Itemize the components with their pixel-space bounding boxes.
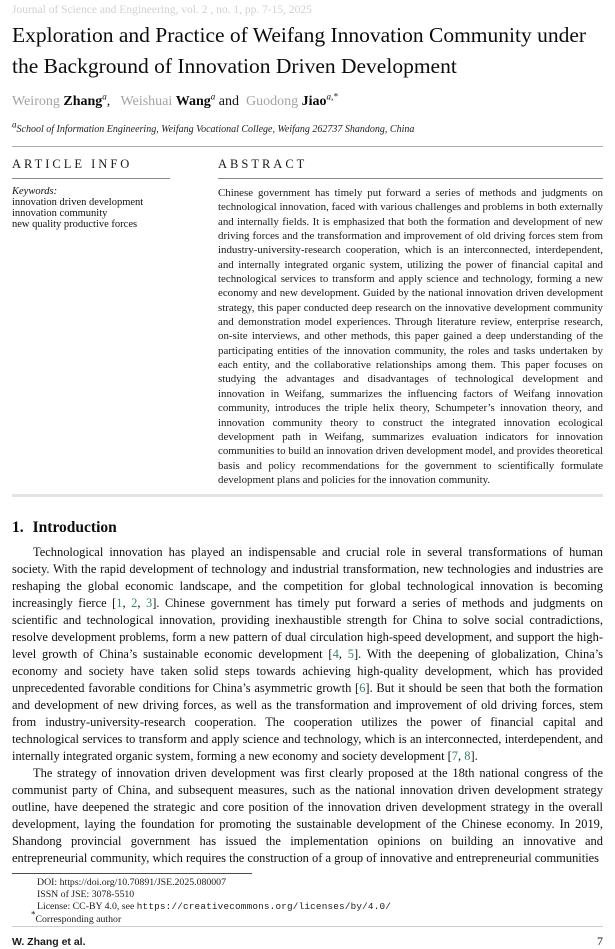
- section-number: 1.: [12, 519, 24, 537]
- citation-link[interactable]: 7: [451, 749, 459, 764]
- article-info-column: [12, 147, 204, 487]
- journal-citation-line: Journal of Science and Engineering, vol. 2 , no. 1, pp. 7-15, 2025: [12, 4, 312, 16]
- citation-link[interactable]: 1: [116, 596, 123, 611]
- text-segment: Guodong: [246, 94, 302, 109]
- citation-link[interactable]: 6: [359, 681, 366, 696]
- citation-link[interactable]: 5: [347, 647, 354, 662]
- text-segment: Weishuai: [120, 94, 176, 109]
- license-line: [12, 901, 603, 913]
- text-segment: Wang: [175, 94, 211, 109]
- section-title: Introduction: [32, 519, 117, 537]
- author-list: [12, 91, 603, 110]
- section-heading-introduction: [12, 519, 603, 537]
- abstract-underline: [218, 178, 603, 179]
- footnote-block: [12, 873, 603, 925]
- keyword-item: new quality productive forces: [12, 219, 138, 231]
- license-url-link[interactable]: https://creativecommons.org/licenses/by/4.0/: [136, 901, 392, 913]
- text-segment: ,: [106, 94, 121, 109]
- doi-line: DOI: https://doi.org/10.70891/JSE.2025.080007: [37, 877, 226, 889]
- text-segment: a: [12, 119, 17, 130]
- affiliation-line: [12, 119, 603, 135]
- text-segment: ,: [458, 749, 465, 764]
- citation-link[interactable]: 4: [332, 647, 339, 662]
- text-segment: ]. Chinese government has timely put forward a series of methods and judgments on scientific and technological innovation, providing inexhaustible strength for China to solve social contradictions, resolve development problems, form a new pattern of dual circulation high-speed development, and support the high-level growth of China’s sustainable economic development [: [12, 596, 603, 662]
- citation-link[interactable]: 3: [146, 596, 153, 611]
- text-segment: Jiao: [301, 94, 327, 109]
- abstract-text: Chinese government has timely put forward a series of methods and judgments on technological innovation, faced with various challenges and problems in both externally and internally fields. It is emphasized that both the formation and development of new driving forces and the transformation and improvement of old driving forces stem from industry-university-research cooperation, which is an interconnected, interdependent, and internally integrated organic system, utilizing the power of financial capital and technological services to transform and apply science and technology, forming a new economy and new development. Guided by the national innovation driven development strategy, this paper conducted deep research on the innovative development community and demonstration model experiences. Through literature review, enterprise research, on-site interviews, and other methods, this paper gained a deep understanding of the participating entities of the innovation community, the roles and tasks undertaken by each entity, and the collaborative relationships among them. This paper focuses on studying the advantages and disadvantages of technological development and innovation in Weifang, summarizes the influencing factors of Weifang innovation community, introduces the triple helix theory, Schumpeter’s innovation theory, and innovation community theory to construct the integrated innovation ecological development path in Weifang, summarizes evaluation indicators for innovation communities to build an innovation driven development model, and provides theoretical basis and policy recommendations for the government to scientifically formulate development plans and policies for the innovation community.: [218, 187, 603, 486]
- paper-title: Exploration and Practice of Weifang Innovation Community under the Background of Innovation Driven Development: [12, 23, 587, 78]
- info-abstract-columns: [12, 147, 603, 487]
- keyword-item: innovation driven development: [12, 197, 144, 208]
- text-segment: ,: [122, 596, 132, 611]
- text-segment: Weirong: [12, 94, 64, 109]
- article-info-heading: ARTICLE INFO: [12, 157, 133, 171]
- text-segment: ,: [338, 647, 348, 662]
- text-segment: School of Information Engineering, Weifang Vocational College, Weifang 262737 Shandong, China: [16, 124, 415, 135]
- running-head-authors: W. Zhang et al.: [12, 935, 86, 948]
- keywords-label: Keywords:: [12, 186, 58, 197]
- text-segment: a: [102, 91, 107, 102]
- text-segment: *: [31, 909, 36, 920]
- text-segment: a,*: [326, 91, 338, 102]
- citation-link[interactable]: 2: [131, 596, 138, 611]
- text-segment: and: [215, 94, 247, 109]
- text-segment: Zhang: [63, 94, 103, 109]
- article-info-underline: [12, 178, 170, 179]
- text-segment: ]. But it should be seen that both the formation and development of new driving forces, as well as the transformation and improvement of old driving forces, stem from industry-university-research cooperation. The cooperation utilizes the power of financial capital and technological services to transform and apply science and technology, which is an interconnected, interdependent, and internally integrated organic system, forming a new economy and society development [: [12, 681, 603, 764]
- text-segment: Technological innovation has played an indispensable and crucial role in several transformations of human society. With the rapid development of technology and industrial transformation, new technologies and industries are reshaping the global economic landscape, and the competition for global technological innovation is becoming increasingly fierce [: [12, 545, 603, 611]
- text-segment: License: CC-BY 4.0, see: [37, 901, 137, 913]
- intro-paragraph-2: [12, 765, 603, 867]
- intro-paragraph-1: [12, 544, 603, 765]
- text-segment: a: [210, 91, 216, 102]
- corresponding-author-line: [12, 909, 603, 926]
- citation-link[interactable]: 8: [464, 749, 471, 764]
- text-segment: ]. With the deepening of globalization, China’s economy and society have taken solid steps towards achieving high-quality development, which has provided unprecedented favorable conditions for China’s asymmetric growth [: [12, 647, 604, 696]
- text-segment: The strategy of innovation driven development was first clearly proposed at the 18th national congress of the communist party of China, and subsequent measures, such as the national innovation driven development strategy outline, have deepened the strategic and core position of the innovation driven development strategy in the overall development, laying the foundation for promoting the sustainable development of the Chinese economy. In 2019, Shandong provincial government has issued the implementation opinions on building an innovative and entrepreneurial community, which requires the construction of a group of innovative and entrepreneurial communities: [12, 766, 603, 866]
- keyword-item: innovation community: [12, 208, 108, 220]
- abstract-heading: ABSTRACT: [218, 157, 308, 171]
- abstract-bottom-divider: [12, 494, 603, 497]
- page-number: 7: [597, 933, 603, 948]
- issn-line: ISSN of JSE: 3078-5510: [37, 889, 135, 901]
- abstract-column: [218, 147, 603, 487]
- page-footer: [12, 926, 603, 949]
- text-segment: ,: [137, 596, 147, 611]
- text-segment: ].: [470, 749, 478, 764]
- text-segment: Corresponding author: [35, 913, 122, 925]
